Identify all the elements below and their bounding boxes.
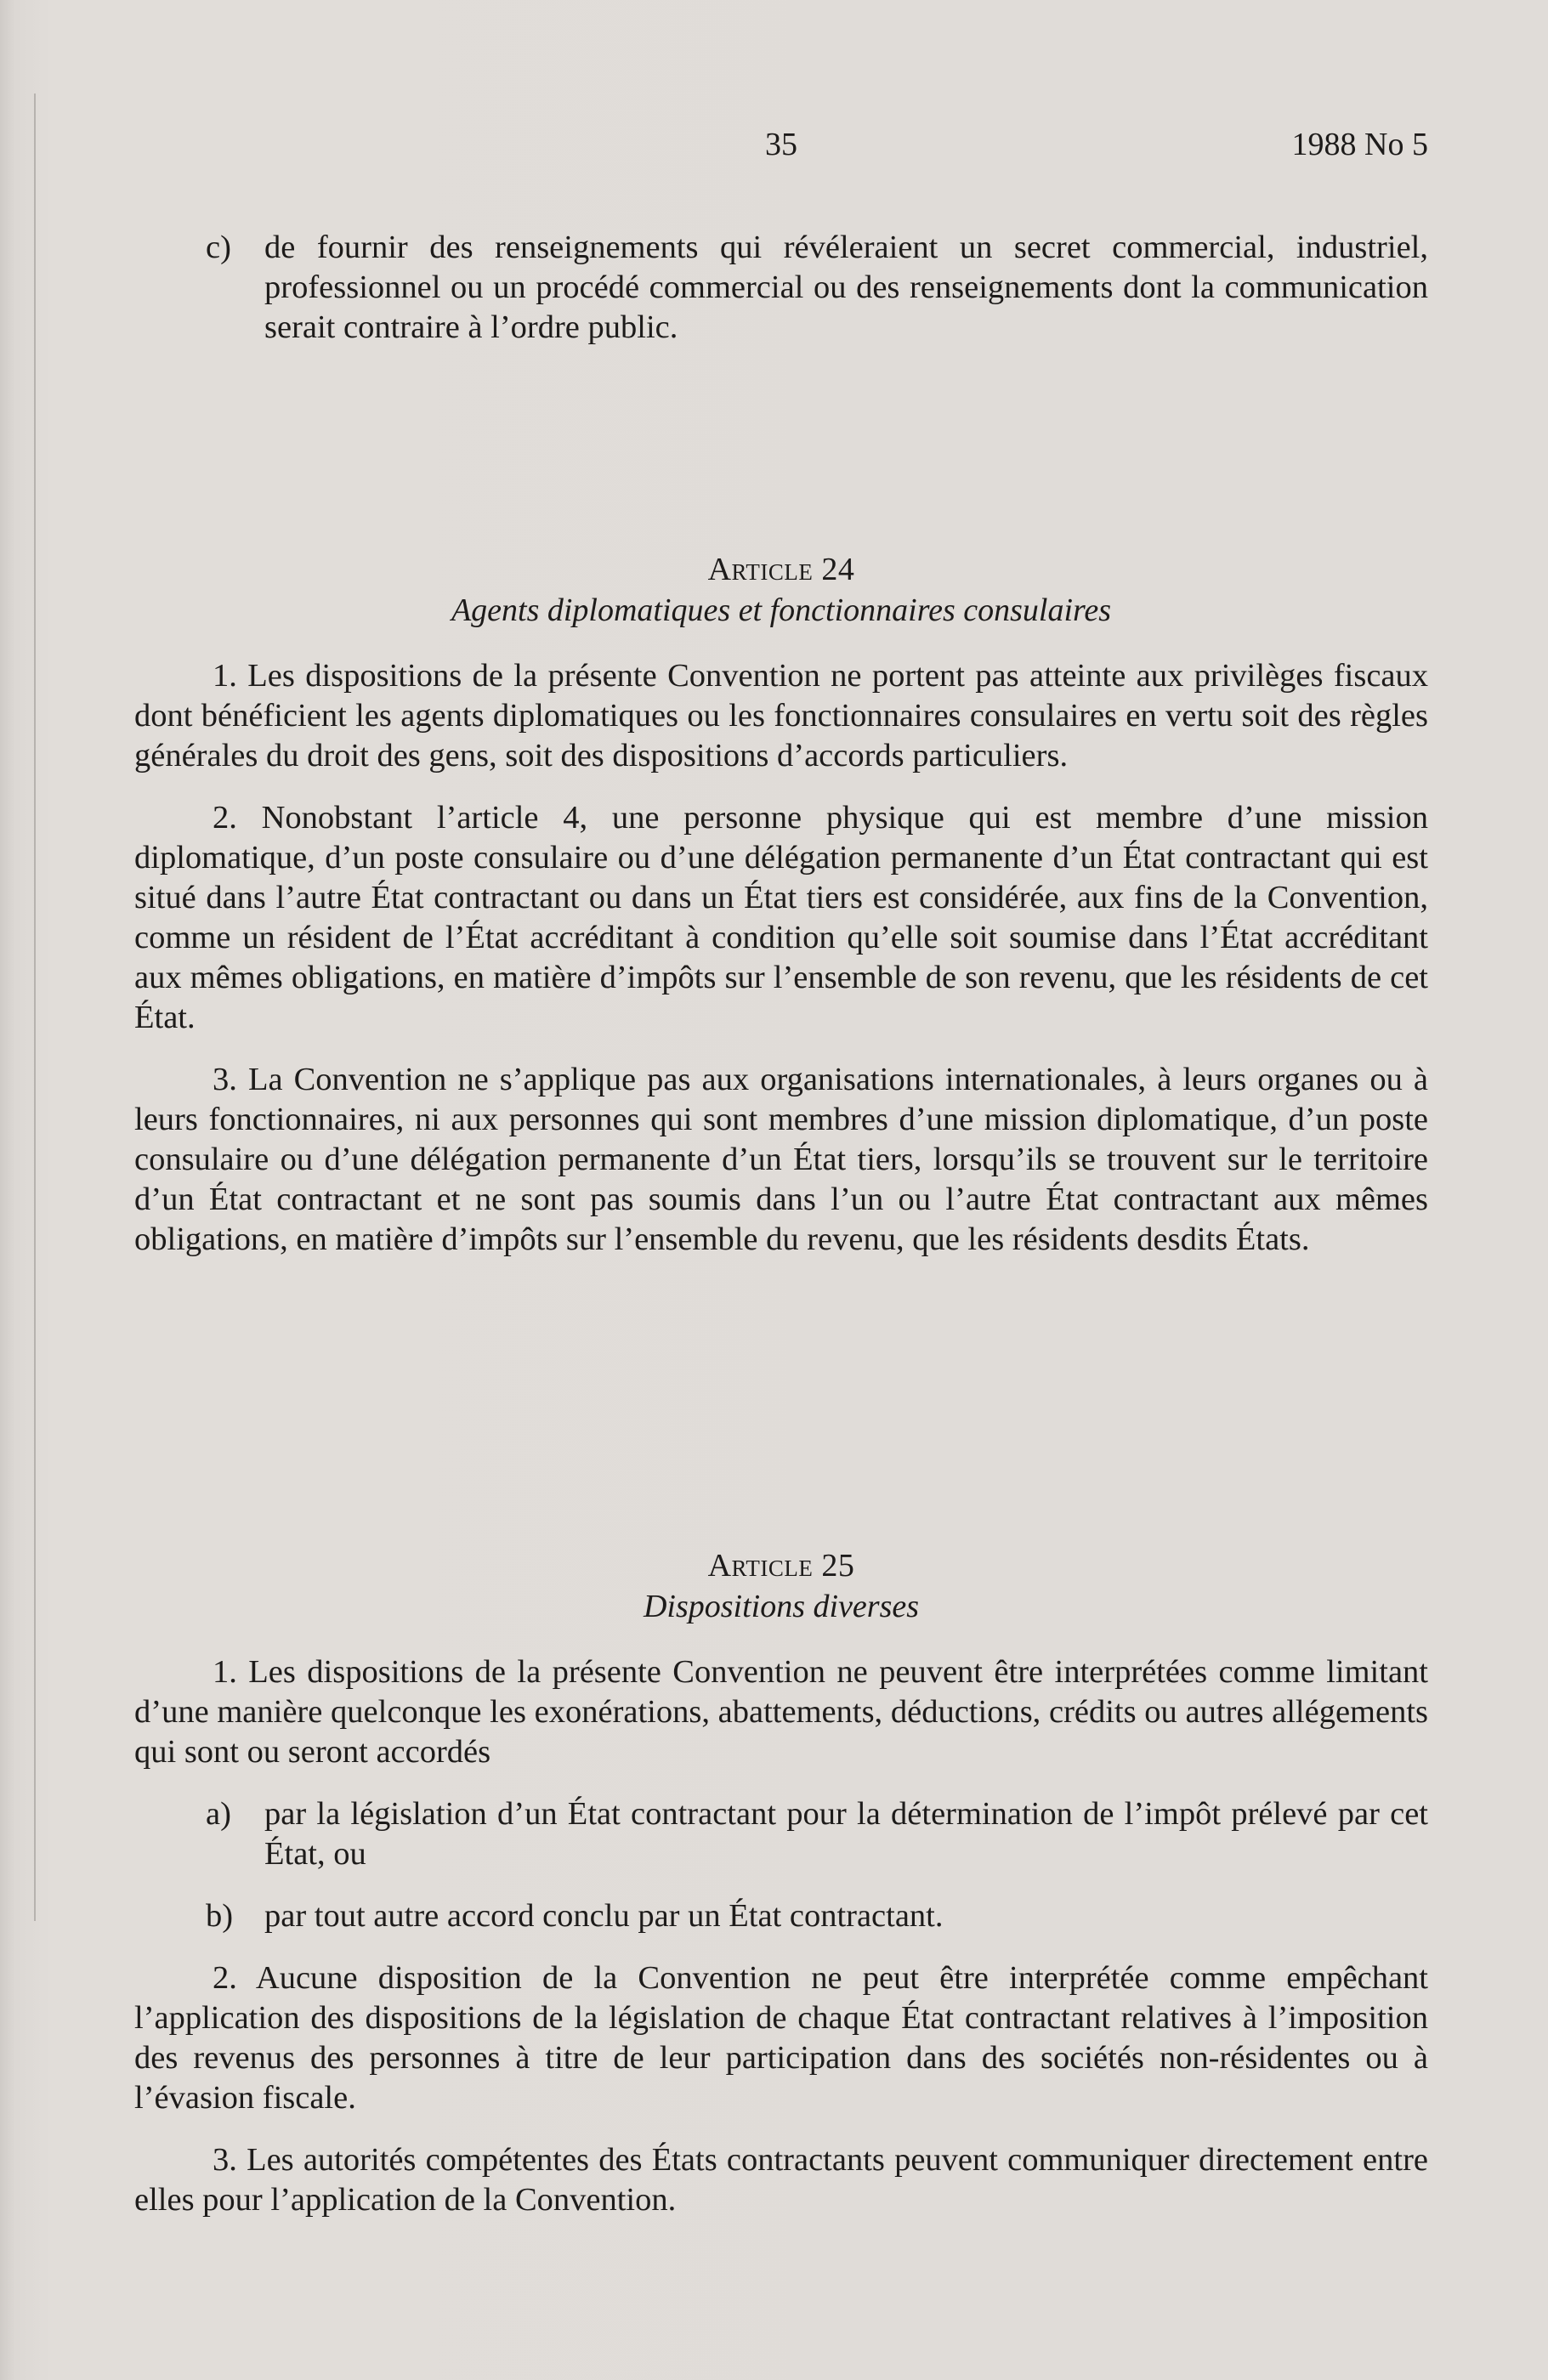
article-24 — [134, 549, 1428, 1260]
intro-item-block — [134, 228, 1428, 348]
item-text: par la législation d’un État contractant pour la détermination de l’impôt prélevé par cet État, ou — [264, 1796, 1428, 1872]
item-text: par tout autre accord conclu par un État contractant. — [264, 1898, 944, 1934]
article-24-paragraph-1: 1. Les dispositions de la présente Convention ne portent pas atteinte aux privilèges fiscaux dont bénéficient les agents diplomatiques ou les fonctionnaires consulaires en vertu soit des règles générales du droit des gens, soit des dispositions d’accords particuliers. — [134, 658, 1428, 774]
article-25-paragraph-1: 1. Les dispositions de la présente Convention ne peuvent être interprétées comme limitant d’une manière quelconque les exonérations, abattements, déductions, crédits ou autres allégements qui sont ou seront accordés — [134, 1654, 1428, 1770]
article-25-item-a — [134, 1794, 1428, 1874]
item-letter: a) — [206, 1796, 231, 1832]
page-number: 35 — [765, 127, 797, 162]
page-header — [134, 126, 1428, 177]
article-24-paragraph-2: 2. Nonobstant l’article 4, une personne physique qui est membre d’une mission diplomatique, d’un poste consulaire ou d’une délégation permanente d’un État contractant qui est situé dans l’autre État contractant ou dans un État tiers est considérée, aux fins de la Convention, comme un résident de l’État accréditant à condition qu’elle soit soumise dans l’État accréditant aux mêmes obligations, en matière d’impôts sur l’ensemble de son revenu, que les résidents de cet État. — [134, 800, 1428, 1035]
item-letter: b) — [206, 1898, 234, 1934]
article-25 — [134, 1545, 1428, 2220]
binding-edge — [34, 94, 36, 1921]
article-25-item-b — [134, 1896, 1428, 1936]
article-24-title: Article 24 — [707, 552, 855, 587]
article-25-paragraph-2: 2. Aucune disposition de la Convention ne peut être interprétée comme empêchant l’application des dispositions de la législation de chaque État contractant relatives à l’imposition des revenus des personnes à titre de leur participation dans des sociétés non-résidentes ou à l’évasion fiscale. — [134, 1960, 1428, 2116]
gazette-reference: 1988 No 5 — [1291, 127, 1428, 162]
article-25-title: Article 25 — [707, 1548, 855, 1584]
article-25-paragraph-3: 3. Les autorités compétentes des États contractants peuvent communiquer directement entre elles pour l’application de la Convention. — [134, 2142, 1428, 2218]
article-24-heading: Agents diplomatiques et fonctionnaires consulaires — [451, 592, 1112, 628]
article-24-paragraph-3: 3. La Convention ne s’applique pas aux organisations internationales, à leurs organes ou à leurs fonctionnaires, ni aux personnes qui sont membres d’une mission diplomatique, d’un poste consulaire ou d’une délégation permanente d’un État tiers, lorsqu’ils se trouvent sur le territoire d’un État contractant et ne sont pas soumis dans l’un ou l’autre État contractant aux mêmes obligations, en matière d’impôts sur l’ensemble du revenu, que les résidents desdits États. — [134, 1062, 1428, 1257]
item-text: de fournir des renseignements qui révéleraient un secret commercial, industriel, professionnel ou un procédé commercial ou des renseignements dont la communication serait contraire à l’ordre public. — [264, 230, 1428, 345]
intro-item-c — [134, 228, 1428, 348]
item-letter: c) — [206, 230, 231, 265]
article-25-heading: Dispositions diverses — [643, 1589, 920, 1624]
